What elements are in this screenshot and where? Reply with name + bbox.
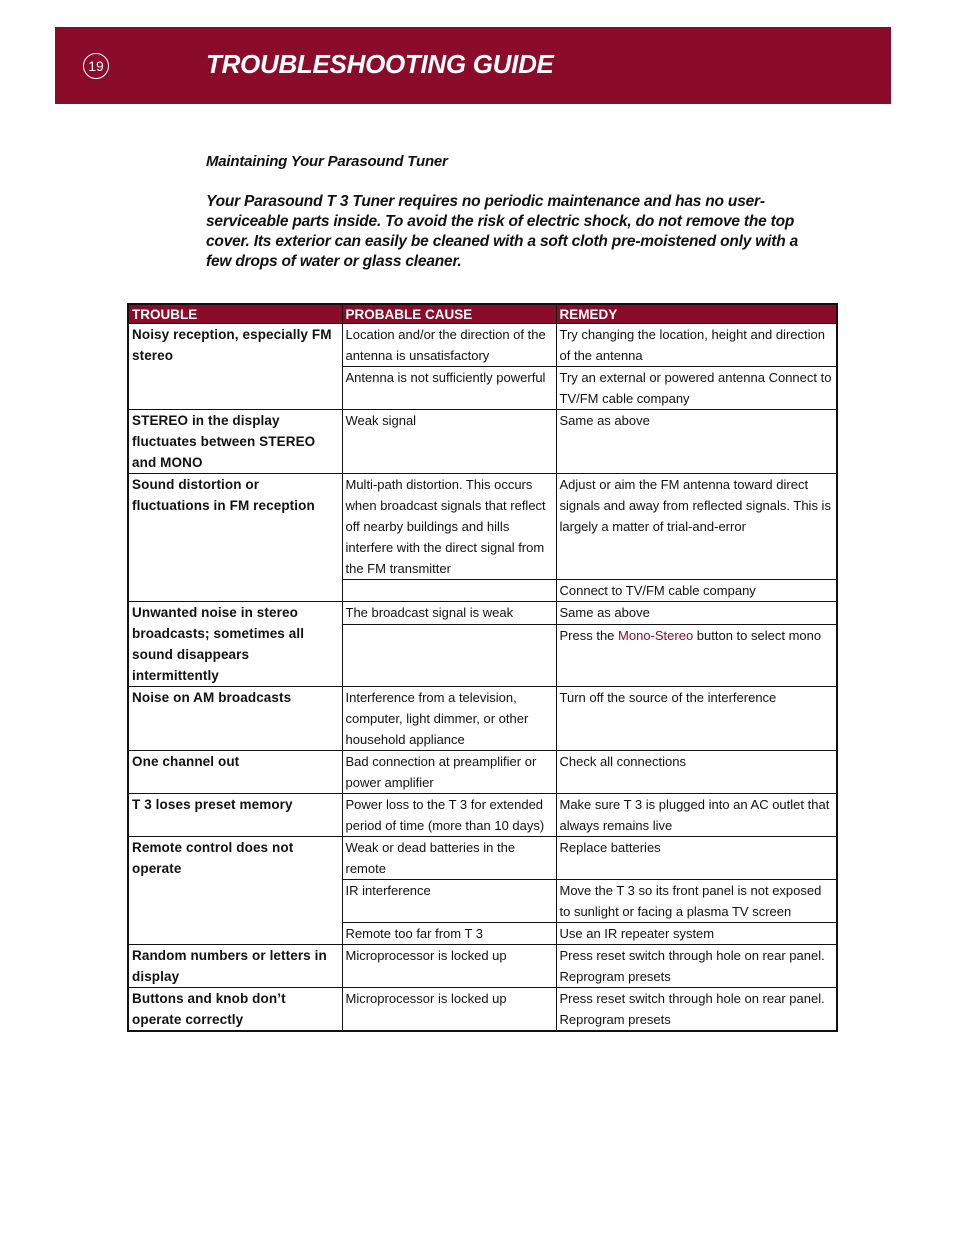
table-row xyxy=(128,837,837,880)
header-probable-cause: PROBABLE CAUSE xyxy=(342,304,556,324)
trouble-cell: Noisy reception, especially FM stereo xyxy=(128,324,342,410)
maintenance-paragraph: Your Parasound T 3 Tuner requires no periodic maintenance and has no user-serviceable parts inside. To avoid the risk of electric shock, do not remove the top cover. Its exterior can easily be cleaned with a soft cloth pre-moistened only with a few drops of water or glass cleaner. xyxy=(206,193,798,270)
remedy-text: Press the xyxy=(559,628,619,643)
table-row xyxy=(128,988,837,1032)
remedy-cell: Replace batteries xyxy=(556,837,837,880)
table-row xyxy=(128,324,837,367)
cause-cell: The broadcast signal is weak xyxy=(342,602,556,625)
trouble-cell: Sound distortion or fluctuations in FM reception xyxy=(128,474,342,602)
remedy-cell xyxy=(556,625,837,687)
cause-cell: Microprocessor is locked up xyxy=(342,945,556,988)
cause-cell: Bad connection at preamplifier or power amplifier xyxy=(342,751,556,794)
remedy-cell: Press reset switch through hole on rear panel. Reprogram presets xyxy=(556,988,837,1032)
remedy-cell: Try changing the location, height and direction of the antenna xyxy=(556,324,837,367)
header-trouble: TROUBLE xyxy=(128,304,342,324)
intro-section xyxy=(206,152,826,272)
trouble-cell: Noise on AM broadcasts xyxy=(128,687,342,751)
trouble-cell: Random numbers or letters in display xyxy=(128,945,342,988)
table-row xyxy=(128,794,837,837)
cause-cell: Weak signal xyxy=(342,410,556,474)
cause-cell: Antenna is not sufficiently powerful xyxy=(342,367,556,410)
remedy-cell: Same as above xyxy=(556,602,837,625)
remedy-cell: Press reset switch through hole on rear panel. Reprogram presets xyxy=(556,945,837,988)
cause-cell: IR interference xyxy=(342,880,556,923)
cause-cell: Weak or dead batteries in the remote xyxy=(342,837,556,880)
page-number-badge: 19 xyxy=(83,53,109,79)
trouble-cell: STEREO in the display fluctuates between STEREO and MONO xyxy=(128,410,342,474)
remedy-text: button to select mono xyxy=(693,628,822,643)
page-header xyxy=(55,27,891,104)
remedy-cell: Try an external or powered antenna Connect to TV/FM cable company xyxy=(556,367,837,410)
remedy-cell: Same as above xyxy=(556,410,837,474)
trouble-cell: Remote control does not operate xyxy=(128,837,342,945)
table-row xyxy=(128,602,837,625)
section-subtitle: Maintaining Your Parasound Tuner xyxy=(206,153,448,170)
cause-cell xyxy=(342,625,556,687)
mono-stereo-button-label: Mono-Stereo xyxy=(618,628,694,643)
remedy-cell: Connect to TV/FM cable company xyxy=(556,580,837,602)
remedy-cell: Turn off the source of the interference xyxy=(556,687,837,751)
remedy-cell: Check all connections xyxy=(556,751,837,794)
cause-cell: Interference from a television, computer, light dimmer, or other household appliance xyxy=(342,687,556,751)
trouble-cell: T 3 loses preset memory xyxy=(128,794,342,837)
trouble-cell: Unwanted noise in stereo broadcasts; sometimes all sound disappears intermittently xyxy=(128,602,342,687)
cause-cell: Power loss to the T 3 for extended period of time (more than 10 days) xyxy=(342,794,556,837)
table-row xyxy=(128,474,837,580)
table-row xyxy=(128,751,837,794)
page-title: TROUBLESHOOTING GUIDE xyxy=(206,49,554,79)
table-header-row xyxy=(128,304,837,324)
remedy-cell: Adjust or aim the FM antenna toward direct signals and away from reflected signals. This is largely a matter of trial-and-error xyxy=(556,474,837,580)
trouble-cell: Buttons and knob don’t operate correctly xyxy=(128,988,342,1032)
table-row xyxy=(128,687,837,751)
trouble-cell: One channel out xyxy=(128,751,342,794)
cause-cell: Multi-path distortion. This occurs when broadcast signals that reflect off nearby buildings and hills interfere with the direct signal from the FM transmitter xyxy=(342,474,556,580)
troubleshooting-table xyxy=(127,303,838,1032)
remedy-cell: Move the T 3 so its front panel is not exposed to sunlight or facing a plasma TV screen xyxy=(556,880,837,923)
header-remedy: REMEDY xyxy=(556,304,837,324)
table-row xyxy=(128,410,837,474)
remedy-cell: Use an IR repeater system xyxy=(556,923,837,945)
table-row xyxy=(128,945,837,988)
remedy-cell: Make sure T 3 is plugged into an AC outlet that always remains live xyxy=(556,794,837,837)
cause-cell: Location and/or the direction of the antenna is unsatisfactory xyxy=(342,324,556,367)
cause-cell: Microprocessor is locked up xyxy=(342,988,556,1032)
cause-cell: Remote too far from T 3 xyxy=(342,923,556,945)
cause-cell xyxy=(342,580,556,602)
